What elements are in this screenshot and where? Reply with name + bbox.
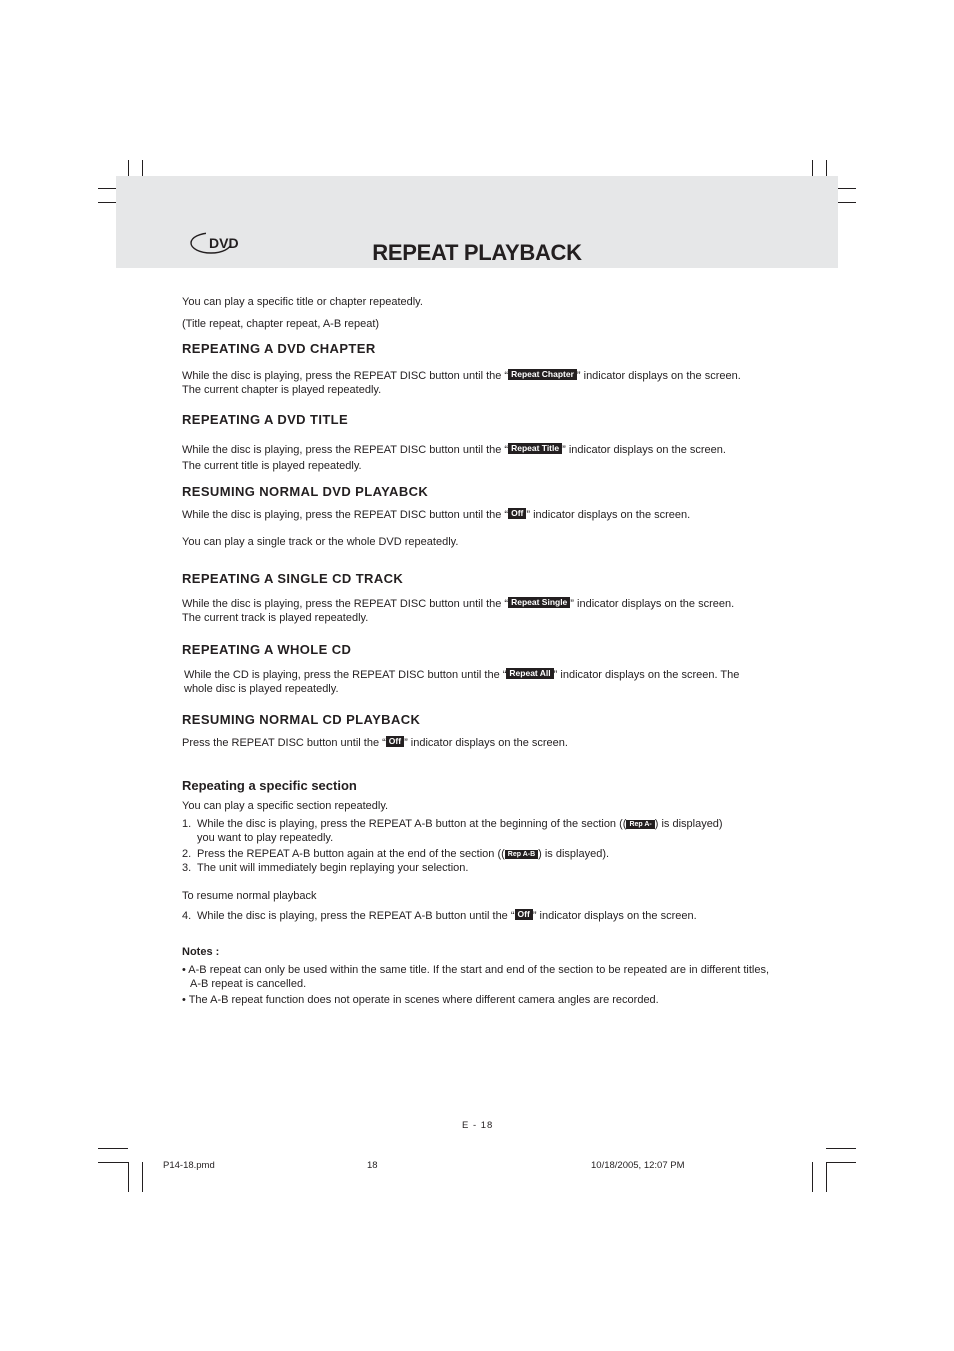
footer-sheet: 18: [367, 1160, 378, 1171]
section-heading: REPEATING A SINGLE CD TRACK: [182, 571, 404, 586]
rep-ab-indicator: Rep A-B: [505, 850, 538, 859]
off-indicator: Off: [386, 736, 404, 747]
repeat-all-indicator: Repeat All: [506, 668, 553, 679]
list-item-continuation: you want to play repeatedly.: [197, 832, 334, 844]
paragraph-line: The current track is played repeatedly.: [182, 612, 369, 624]
list-item: 4. While the disc is playing, press the REPEAT A-B button until the “ Off ” indicator displays on the screen.: [182, 909, 697, 922]
list-item: 2. Press the REPEAT A-B button again at the end of the section (( Rep A-B ) is displayed).: [182, 848, 610, 860]
paragraph-line: Press the REPEAT DISC button until the “ Off ” indicator displays on the screen.: [182, 736, 568, 749]
paragraph-line: To resume normal playback: [182, 890, 317, 902]
intro-line: You can play a specific title or chapter repeatedly.: [182, 296, 423, 308]
rep-a-indicator: Rep A-: [626, 820, 654, 829]
crop-mark: [826, 1162, 827, 1192]
paragraph-line: whole disc is played repeatedly.: [184, 683, 339, 695]
paragraph-line: You can play a specific section repeatedly.: [182, 800, 389, 812]
paragraph-line: While the disc is playing, press the REPEAT DISC button until the “ Off ” indicator displays on the screen.: [182, 508, 691, 521]
section-heading: RESUMING NORMAL DVD PLAYABCK: [182, 484, 429, 499]
section-heading: Repeating a specific section: [182, 778, 357, 793]
crop-mark: [826, 1162, 856, 1163]
crop-mark: [812, 1162, 813, 1192]
page-title: REPEAT PLAYBACK: [372, 240, 582, 265]
paragraph-line: While the disc is playing, press the REPEAT DISC button until the “ Repeat Title ” indicator displays on the screen.: [182, 443, 726, 456]
crop-mark: [98, 1148, 128, 1149]
section-heading: RESUMING NORMAL CD PLAYBACK: [182, 712, 421, 727]
note-line: • The A-B repeat function does not operate in scenes where different camera angles are recorded.: [182, 994, 659, 1006]
footer-timestamp: 10/18/2005, 12:07 PM: [591, 1160, 685, 1171]
crop-mark: [826, 1148, 856, 1149]
paragraph-line: The current title is played repeatedly.: [182, 460, 362, 472]
off-indicator: Off: [508, 508, 526, 519]
section-heading: REPEATING A DVD TITLE: [182, 412, 349, 427]
crop-mark: [128, 1162, 129, 1192]
crop-mark: [142, 1162, 143, 1192]
paragraph-line: The current chapter is played repeatedly.: [182, 384, 382, 396]
page-number: E - 18: [462, 1120, 494, 1131]
footer-file: P14-18.pmd: [163, 1160, 215, 1171]
paragraph-line: While the disc is playing, press the REPEAT DISC button until the “ Repeat Single ” indicator displays on the screen.: [182, 597, 735, 610]
intro-line: (Title repeat, chapter repeat, A-B repeat): [182, 318, 380, 330]
repeat-title-indicator: Repeat Title: [508, 443, 562, 454]
repeat-chapter-indicator: Repeat Chapter: [508, 369, 577, 380]
note-line: • A-B repeat can only be used within the same title. If the start and end of the section to be repeated are in different titles,: [182, 964, 770, 976]
list-item: 1. While the disc is playing, press the REPEAT A-B button at the beginning of the section (( Rep A- ) is displayed): [182, 818, 723, 830]
paragraph-line: While the disc is playing, press the REPEAT DISC button until the “ Repeat Chapter ” indicator displays on the screen.: [182, 369, 741, 382]
paragraph-line: You can play a single track or the whole DVD repeatedly.: [182, 536, 459, 548]
section-heading: REPEATING A WHOLE CD: [182, 642, 352, 657]
dvd-logo-text: DVD: [209, 235, 239, 251]
paragraph-line: While the CD is playing, press the REPEAT DISC button until the “ Repeat All ” indicator displays on the screen. The: [184, 668, 740, 681]
repeat-single-indicator: Repeat Single: [508, 597, 570, 608]
notes-label: Notes :: [182, 946, 220, 958]
section-heading: REPEATING A DVD CHAPTER: [182, 341, 376, 356]
list-item: 3. The unit will immediately begin replaying your selection.: [182, 862, 469, 874]
note-line: A-B repeat is cancelled.: [190, 978, 307, 990]
off-indicator: Off: [515, 909, 533, 920]
crop-mark: [98, 1162, 128, 1163]
